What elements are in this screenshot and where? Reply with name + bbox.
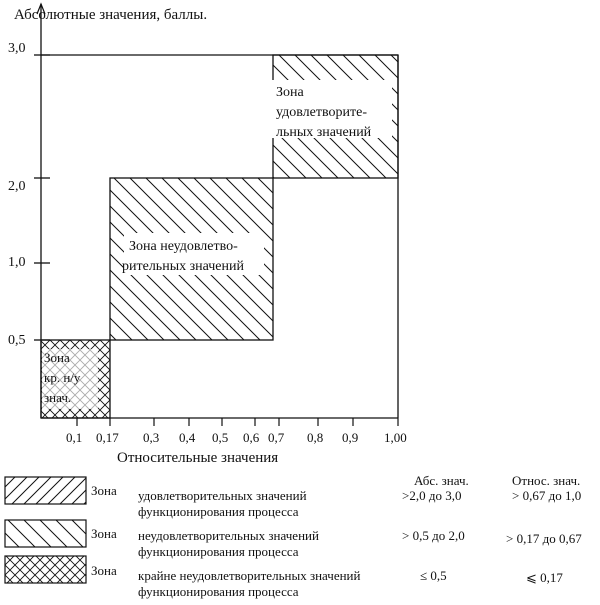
legend-abs-value: ≤ 0,5 [420,568,447,583]
zone-label-line: Зона [44,350,70,365]
legend-desc: неудовлетворительных значений [138,528,319,543]
x-tick-marks [77,418,398,426]
x-tick-label: 1,00 [384,430,407,445]
zone-label-line: льных значений [276,125,372,140]
zone-label-line: Зона неудовлетво- [129,239,238,254]
legend-swatch-critical [5,556,86,583]
x-tick-label: 0,6 [243,430,260,445]
legend-desc: функционирования процесса [138,584,299,599]
x-tick-label: 0,1 [66,430,83,445]
x-tick-label: 0,9 [342,430,359,445]
legend-desc: функционирования процесса [138,544,299,559]
legend-abs-value: > 0,5 до 2,0 [402,528,465,543]
legend-desc: функционирования процесса [138,504,299,519]
legend-swatch-satisfactory [5,477,86,504]
legend-rel-value: > 0,17 до 0,67 [506,531,582,546]
legend-header-abs: Абс. знач. [414,473,469,488]
x-tick-label: 0,8 [307,430,324,445]
x-axis-title: Относительные значения [117,450,279,466]
legend-zone-word: Зона [91,526,117,541]
legend-header-rel: Относ. знач. [512,473,581,488]
legend-desc: крайне неудовлетворительных значений [138,568,361,583]
x-tick-label: 0,5 [212,430,229,445]
y-tick-label: 2,0 [8,179,26,194]
x-tick-label: 0,3 [143,430,160,445]
legend-abs-value: >2,0 до 3,0 [402,488,462,503]
x-tick-label: 0,7 [268,430,285,445]
legend-zone-word: Зона [91,483,117,498]
y-tick-label: 0,5 [8,333,26,348]
x-tick-label: 0,4 [179,430,196,445]
zone-label-line: кр. н/у [44,370,81,385]
legend-rel-value: > 0,67 до 1,0 [512,488,582,503]
legend-rel-value: ⩽ 0,17 [526,570,563,585]
y-axis-title: Абсолютные значения, баллы. [14,7,208,23]
zone-label-line: Зона [276,85,304,100]
zone-label-line: рительных значений [122,259,245,274]
legend-swatch-unsatisfactory [5,520,86,547]
y-tick-label: 1,0 [8,255,26,270]
zone-label-line: удовлетворите- [276,105,367,120]
y-tick-label: 3,0 [8,41,26,56]
zone-label-line: знач. [44,390,72,405]
x-tick-label: 0,17 [96,430,119,445]
legend-desc: удовлетворительных значений [138,488,307,503]
legend-zone-word: Зона [91,563,117,578]
